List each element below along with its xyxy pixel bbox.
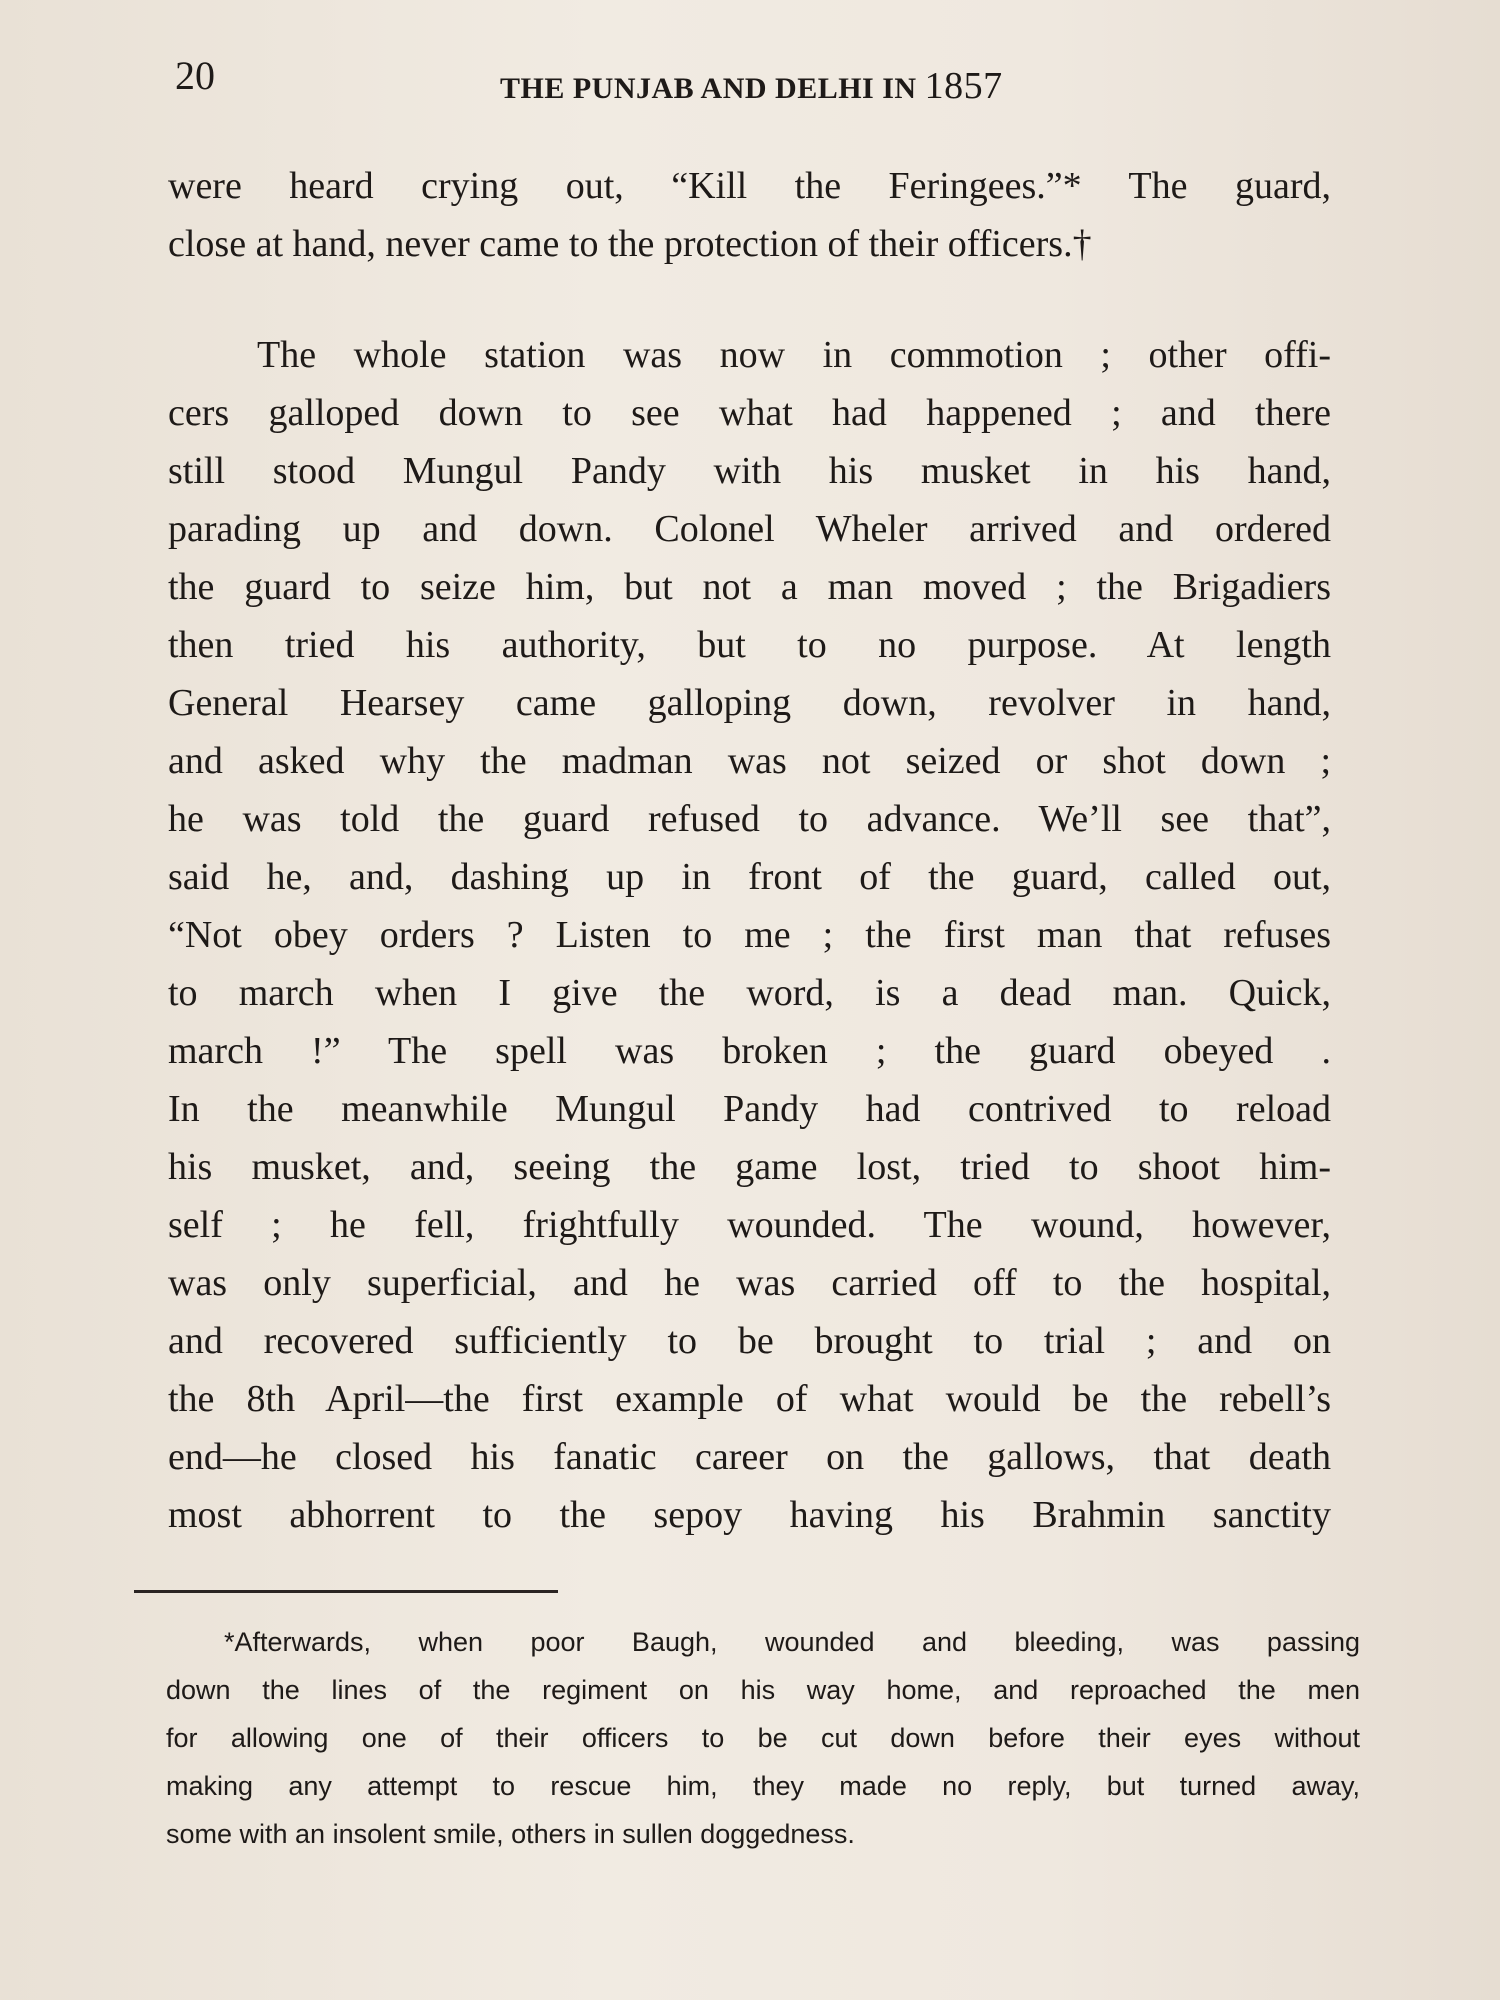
body-line: self ; he fell, frightfully wounded. The wound, however,: [168, 1204, 1331, 1246]
body-line: he was told the guard refused to advance. We’ll see that”,: [168, 798, 1331, 840]
body-line: cers galloped down to see what had happened ; and there: [168, 392, 1331, 434]
page-number: 20: [175, 53, 215, 98]
body-line: said he, and, dashing up in front of the guard, called out,: [168, 856, 1331, 898]
running-head-title: THE PUNJAB AND DELHI IN: [500, 72, 917, 105]
body-line: his musket, and, seeing the game lost, tried to shoot him-: [168, 1146, 1331, 1188]
running-head-year: 1857: [924, 65, 1003, 107]
footnote: [166, 1618, 1360, 1858]
body-line: and recovered sufficiently to be brought to trial ; and on: [168, 1320, 1331, 1362]
body-line: still stood Mungul Pandy with his musket in his hand,: [168, 450, 1331, 492]
body-line: parading up and down. Colonel Wheler arrived and ordered: [168, 508, 1331, 550]
body-line: In the meanwhile Mungul Pandy had contrived to reload: [168, 1088, 1331, 1130]
paragraph-2: [168, 326, 1331, 1544]
body-line: “Not obey orders ? Listen to me ; the first man that refuses: [168, 914, 1331, 956]
body-line: the guard to seize him, but not a man moved ; the Brigadiers: [168, 566, 1331, 608]
body-line: then tried his authority, but to no purpose. At length: [168, 624, 1331, 666]
body-line: most abhorrent to the sepoy having his Brahmin sanctity: [168, 1494, 1331, 1536]
footnote-line: *Afterwards, when poor Baugh, wounded and bleeding, was passing: [224, 1627, 1360, 1657]
body-line: General Hearsey came galloping down, revolver in hand,: [168, 682, 1331, 724]
body-line: the 8th April—the first example of what would be the rebell’s: [168, 1378, 1331, 1420]
body-line: march !” The spell was broken ; the guard obeyed .: [168, 1030, 1331, 1072]
footnote-line: down the lines of the regiment on his way home, and reproached the men: [166, 1675, 1360, 1705]
body-line: were heard crying out, “Kill the Feringees.”* The guard,: [168, 165, 1331, 207]
body-line: to march when I give the word, is a dead man. Quick,: [168, 972, 1331, 1014]
paragraph-1: [168, 157, 1331, 273]
footnote-line: for allowing one of their officers to be cut down before their eyes without: [166, 1723, 1360, 1753]
footnote-line: making any attempt to rescue him, they made no reply, but turned away,: [166, 1771, 1360, 1801]
body-line: was only superficial, and he was carried off to the hospital,: [168, 1262, 1331, 1304]
body-line: and asked why the madman was not seized or shot down ;: [168, 740, 1331, 782]
body-line: close at hand, never came to the protection of their officers.†: [168, 223, 1092, 265]
footnote-divider: [134, 1590, 558, 1593]
body-line: end—he closed his fanatic career on the gallows, that death: [168, 1436, 1331, 1478]
footnote-line: some with an insolent smile, others in sullen doggedness.: [166, 1819, 855, 1849]
body-line: The whole station was now in commotion ; other offi-: [257, 334, 1331, 376]
running-head: [500, 66, 1080, 109]
